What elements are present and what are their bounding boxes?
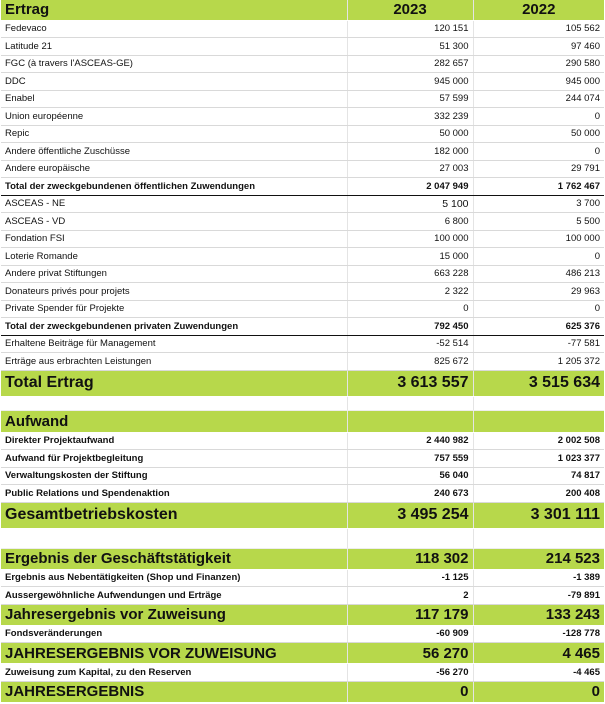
value-2023: 2	[347, 587, 473, 605]
table-row	[1, 353, 604, 371]
gesamtbetriebskosten-label: Gesamtbetriebskosten	[1, 502, 347, 528]
table-row	[1, 283, 604, 301]
jahresergebnis-vor-label: Jahresergebnis vor Zuweisung	[1, 604, 347, 625]
subtotal-label: Total der zweckgebundenen privaten Zuwendungen	[1, 318, 347, 336]
value-2022: 244 074	[473, 90, 604, 108]
gesamtbetriebskosten-2022: 3 301 111	[473, 502, 604, 528]
value-2023: -1 125	[347, 569, 473, 587]
row-label: FGC (à travers l'ASCEAS-GE)	[1, 55, 347, 73]
value-2022: 29 963	[473, 283, 604, 301]
total-ertrag-2022: 3 515 634	[473, 370, 604, 396]
row-label: Union européenne	[1, 108, 347, 126]
table-row	[1, 38, 604, 56]
jahresergebnis-vor-caps-2022: 4 465	[473, 643, 604, 664]
value-2022: 1 023 377	[473, 450, 604, 468]
value-2022: -79 891	[473, 587, 604, 605]
table-row	[1, 664, 604, 682]
row-label: Direkter Projektaufwand	[1, 432, 347, 450]
income-statement-table	[1, 0, 604, 703]
value-2023: 240 673	[347, 485, 473, 503]
row-label: Enabel	[1, 90, 347, 108]
table-row	[1, 467, 604, 485]
jahresergebnis-vor-caps-label: JAHRESERGEBNIS VOR ZUWEISUNG	[1, 643, 347, 664]
value-2023: 2 440 982	[347, 432, 473, 450]
value-2023: -56 270	[347, 664, 473, 682]
year-2022-header: 2022	[473, 0, 604, 20]
jahresergebnis-vor-row	[1, 604, 604, 625]
subtotal-private-row	[1, 318, 604, 336]
year-2023-header: 2023	[347, 0, 473, 20]
table-row	[1, 248, 604, 266]
value-2023: 56 040	[347, 467, 473, 485]
value-2023: 663 228	[347, 265, 473, 283]
section-title-aufwand: Aufwand	[1, 410, 347, 432]
table-row	[1, 485, 604, 503]
value-2022: 1 205 372	[473, 353, 604, 371]
row-label: Loterie Romande	[1, 248, 347, 266]
value-2022: 100 000	[473, 230, 604, 248]
jahresergebnis-label: JAHRESERGEBNIS	[1, 681, 347, 702]
table-row	[1, 450, 604, 468]
value-2023: 332 239	[347, 108, 473, 126]
row-label: Private Spender für Projekte	[1, 300, 347, 318]
value-2022: 0	[473, 248, 604, 266]
value-2022: 2 002 508	[473, 432, 604, 450]
value-2022: -77 581	[473, 335, 604, 353]
jahresergebnis-vor-2022: 133 243	[473, 604, 604, 625]
value-2023: 0	[347, 300, 473, 318]
value-2023: 282 657	[347, 55, 473, 73]
table-row	[1, 20, 604, 38]
header-row	[1, 0, 604, 20]
row-label: Public Relations und Spendenaktion	[1, 485, 347, 503]
value-2022: 200 408	[473, 485, 604, 503]
table-row	[1, 90, 604, 108]
value-2023: 51 300	[347, 38, 473, 56]
jahresergebnis-row	[1, 681, 604, 702]
value-2023: 825 672	[347, 353, 473, 371]
table-row	[1, 265, 604, 283]
value-2022: 97 460	[473, 38, 604, 56]
ergebnis-geschaeft-2022: 214 523	[473, 548, 604, 569]
total-ertrag-2023: 3 613 557	[347, 370, 473, 396]
value-2023: 5 100	[347, 195, 473, 213]
spacer-row	[1, 528, 604, 548]
value-2023: 6 800	[347, 213, 473, 231]
table-row	[1, 108, 604, 126]
value-2022: 29 791	[473, 160, 604, 178]
row-label: Verwaltungskosten der Stiftung	[1, 467, 347, 485]
row-label: ASCEAS - VD	[1, 213, 347, 231]
row-label: Fondsveränderungen	[1, 625, 347, 643]
table-row	[1, 73, 604, 91]
value-2022: 5 500	[473, 213, 604, 231]
value-2023: 945 000	[347, 73, 473, 91]
row-label: Aussergewöhnliche Aufwendungen und Erträge	[1, 587, 347, 605]
value-2023: 757 559	[347, 450, 473, 468]
row-label: Ergebnis aus Nebentätigkeiten (Shop und Finanzen)	[1, 569, 347, 587]
table-row	[1, 213, 604, 231]
subtotal-2023: 792 450	[347, 318, 473, 336]
gesamtbetriebskosten-row	[1, 502, 604, 528]
value-2022: 50 000	[473, 125, 604, 143]
jahresergebnis-2023: 0	[347, 681, 473, 702]
table-row	[1, 55, 604, 73]
total-ertrag-row	[1, 370, 604, 396]
value-2023: 2 322	[347, 283, 473, 301]
table-row	[1, 300, 604, 318]
value-2023: -52 514	[347, 335, 473, 353]
table-row	[1, 230, 604, 248]
value-2022: -128 778	[473, 625, 604, 643]
value-2023: 100 000	[347, 230, 473, 248]
row-label: Andere europäische	[1, 160, 347, 178]
value-2022: 0	[473, 143, 604, 161]
value-2022: 3 700	[473, 195, 604, 213]
value-2022: -1 389	[473, 569, 604, 587]
jahresergebnis-vor-2023: 117 179	[347, 604, 473, 625]
total-ertrag-label: Total Ertrag	[1, 370, 347, 396]
value-2023: 120 151	[347, 20, 473, 38]
table-row	[1, 569, 604, 587]
subtotal-public-row	[1, 178, 604, 196]
table-row	[1, 143, 604, 161]
value-2022: 0	[473, 108, 604, 126]
subtotal-2022: 625 376	[473, 318, 604, 336]
table-row	[1, 625, 604, 643]
value-2023: 27 003	[347, 160, 473, 178]
row-label: Fondation FSI	[1, 230, 347, 248]
row-label: Donateurs privés pour projets	[1, 283, 347, 301]
row-label: Zuweisung zum Kapital, zu den Reserven	[1, 664, 347, 682]
value-2022: 105 562	[473, 20, 604, 38]
table-row	[1, 432, 604, 450]
value-2023: 182 000	[347, 143, 473, 161]
value-2023: 57 599	[347, 90, 473, 108]
table-row	[1, 587, 604, 605]
row-label: Erhaltene Beiträge für Management	[1, 335, 347, 353]
section-title-ertrag: Ertrag	[1, 0, 347, 20]
aufwand-header-row	[1, 410, 604, 432]
row-label: Aufwand für Projektbegleitung	[1, 450, 347, 468]
ergebnis-geschaeft-row	[1, 548, 604, 569]
jahresergebnis-2022: 0	[473, 681, 604, 702]
subtotal-2022: 1 762 467	[473, 178, 604, 196]
ergebnis-geschaeft-label: Ergebnis der Geschäftstätigkeit	[1, 548, 347, 569]
row-label: Fedevaco	[1, 20, 347, 38]
value-2022: 74 817	[473, 467, 604, 485]
ergebnis-geschaeft-2023: 118 302	[347, 548, 473, 569]
row-label: Latitude 21	[1, 38, 347, 56]
gesamtbetriebskosten-2023: 3 495 254	[347, 502, 473, 528]
value-2022: 486 213	[473, 265, 604, 283]
row-label: ASCEAS - NE	[1, 195, 347, 213]
value-2022: 290 580	[473, 55, 604, 73]
row-label: Andere öffentliche Zuschüsse	[1, 143, 347, 161]
subtotal-label: Total der zweckgebundenen öffentlichen Zuwendungen	[1, 178, 347, 196]
table-row	[1, 160, 604, 178]
row-label: Repic	[1, 125, 347, 143]
jahresergebnis-vor-caps-2023: 56 270	[347, 643, 473, 664]
table-row	[1, 335, 604, 353]
row-label: Andere privat Stiftungen	[1, 265, 347, 283]
value-2023: -60 909	[347, 625, 473, 643]
value-2022: 945 000	[473, 73, 604, 91]
value-2022: 0	[473, 300, 604, 318]
table-row	[1, 125, 604, 143]
spacer-row	[1, 396, 604, 410]
row-label: DDC	[1, 73, 347, 91]
jahresergebnis-vor-caps-row	[1, 643, 604, 664]
row-label: Erträge aus erbrachten Leistungen	[1, 353, 347, 371]
table-row	[1, 195, 604, 213]
subtotal-2023: 2 047 949	[347, 178, 473, 196]
value-2023: 50 000	[347, 125, 473, 143]
value-2023: 15 000	[347, 248, 473, 266]
value-2022: -4 465	[473, 664, 604, 682]
